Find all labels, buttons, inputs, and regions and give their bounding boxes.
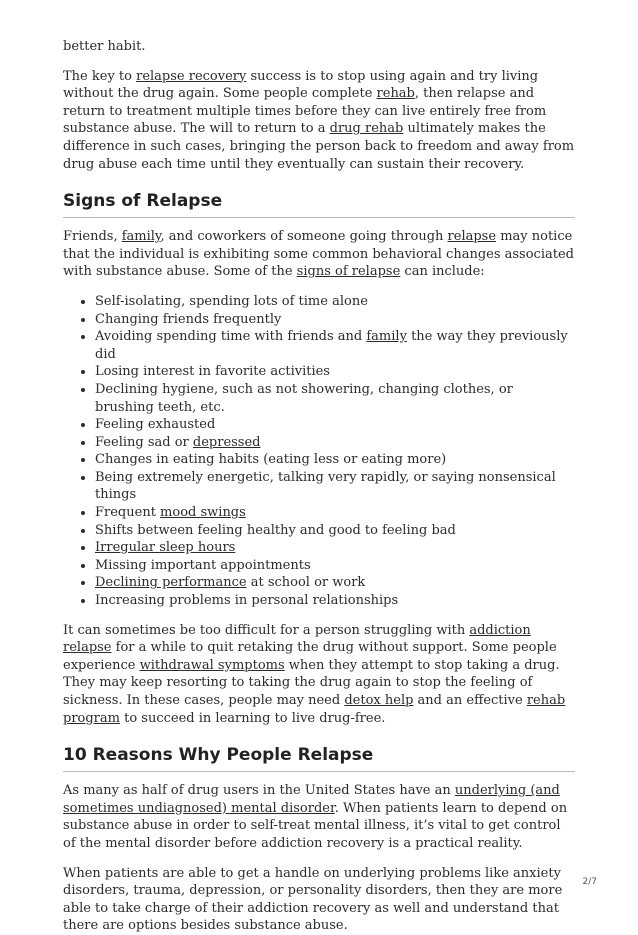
intro-tail-paragraph: better habit. bbox=[63, 39, 146, 54]
list-item-link[interactable]: mood swings bbox=[160, 505, 246, 521]
list-item: • Being extremely energetic, talking very rapidly, or saying nonsensical things bbox=[95, 469, 575, 504]
document-page bbox=[63, 38, 575, 935]
list-item: • Increasing problems in personal relationships bbox=[95, 592, 575, 610]
relapse-link[interactable]: relapse bbox=[447, 229, 497, 245]
mental-disorder-paragraph: As many as half of drug users in the United States have an underlying (and sometimes undiagnosed) mental disorder. When patients learn to depend on substance abuse in order to self-treat mental illness, it’s vital to get control of the mental disorder before addiction recovery is a practical reality. bbox=[63, 783, 568, 851]
underlying-problems-paragraph: When patients are able to get a handle on underlying problems like anxiety disorders, trauma, depression, or personality disorders, then they are more able to take charge of their addiction recovery as well and understand that there are options besides substance abuse. bbox=[63, 865, 563, 934]
list-item: • Feeling exhausted bbox=[95, 416, 575, 434]
list-item-link[interactable]: Irregular sleep hours bbox=[95, 540, 236, 556]
family-link[interactable]: family bbox=[121, 229, 161, 245]
rehab-link[interactable]: rehab bbox=[376, 86, 415, 102]
list-item: • Self-isolating, spending lots of time alone bbox=[95, 293, 575, 311]
detox-help-link[interactable]: detox help bbox=[344, 693, 414, 708]
addiction-relapse-link[interactable]: addiction relapse bbox=[63, 622, 531, 656]
reasons-heading: 10 Reasons Why People Relapse bbox=[63, 745, 575, 772]
list-item: • Avoiding spending time with friends and family the way they previously did bbox=[95, 328, 575, 363]
support-paragraph: It can sometimes be too difficult for a person struggling with addiction relapse for a while to quit retaking the drug without support. Some people experience withdrawal symptoms when they attempt to stop taking a drug. They may keep resorting to taking the drug again to stop the feeling of sickness. In these cases, people may need detox help and an effective rehab program to succeed in learning to live drug-free. bbox=[63, 622, 566, 726]
relapse-recovery-link[interactable]: relapse recovery bbox=[136, 68, 247, 84]
withdrawal-symptoms-link[interactable]: withdrawal symptoms bbox=[139, 657, 285, 673]
signs-list bbox=[63, 293, 575, 610]
signs-intro-paragraph: Friends, family, and coworkers of someone going through relapse may notice that the individual is exhibiting some common behavioral changes associated with substance abuse. Some of the signs of relapse can include: bbox=[63, 229, 574, 280]
signs-of-relapse-heading: Signs of Relapse bbox=[63, 191, 575, 218]
key-recovery-paragraph: The key to relapse recovery success is to stop using again and try living without the drug again. Some people complete rehab, then relapse and return to treatment multiple times before they can live entirely free from substance abuse. The will to return to a drug rehab ultimately makes the difference in such cases, bringing the person back to freedom and away from drug abuse each time until they eventually can sustain their recovery. bbox=[63, 68, 575, 172]
list-item: • Changing friends frequently bbox=[95, 311, 575, 329]
list-item: • Declining performance at school or work bbox=[95, 574, 575, 592]
mental-disorder-link[interactable]: underlying (and sometimes undiagnosed) mental disorder bbox=[63, 783, 560, 816]
list-item-link[interactable]: family bbox=[366, 329, 407, 345]
list-item-link[interactable]: depressed bbox=[192, 434, 261, 450]
drug-rehab-link[interactable]: drug rehab bbox=[329, 121, 404, 137]
list-item: • Frequent mood swings bbox=[95, 504, 575, 522]
list-item: • Shifts between feeling healthy and good to feeling bad bbox=[95, 522, 575, 540]
list-item: • Changes in eating habits (eating less or eating more) bbox=[95, 451, 575, 469]
signs-of-relapse-link[interactable]: signs of relapse bbox=[296, 264, 401, 280]
list-item bbox=[95, 539, 575, 557]
list-item: • Declining hygiene, such as not showering, changing clothes, or brushing teeth, etc. bbox=[95, 381, 575, 416]
list-item: • Losing interest in favorite activities bbox=[95, 363, 575, 381]
list-item-link[interactable]: Declining performance bbox=[95, 575, 247, 591]
list-item: • Missing important appointments bbox=[95, 557, 575, 575]
list-item: • Feeling sad or depressed bbox=[95, 434, 575, 452]
page-number: 2/7 bbox=[582, 877, 597, 887]
rehab-program-link[interactable]: rehab program bbox=[63, 693, 566, 726]
